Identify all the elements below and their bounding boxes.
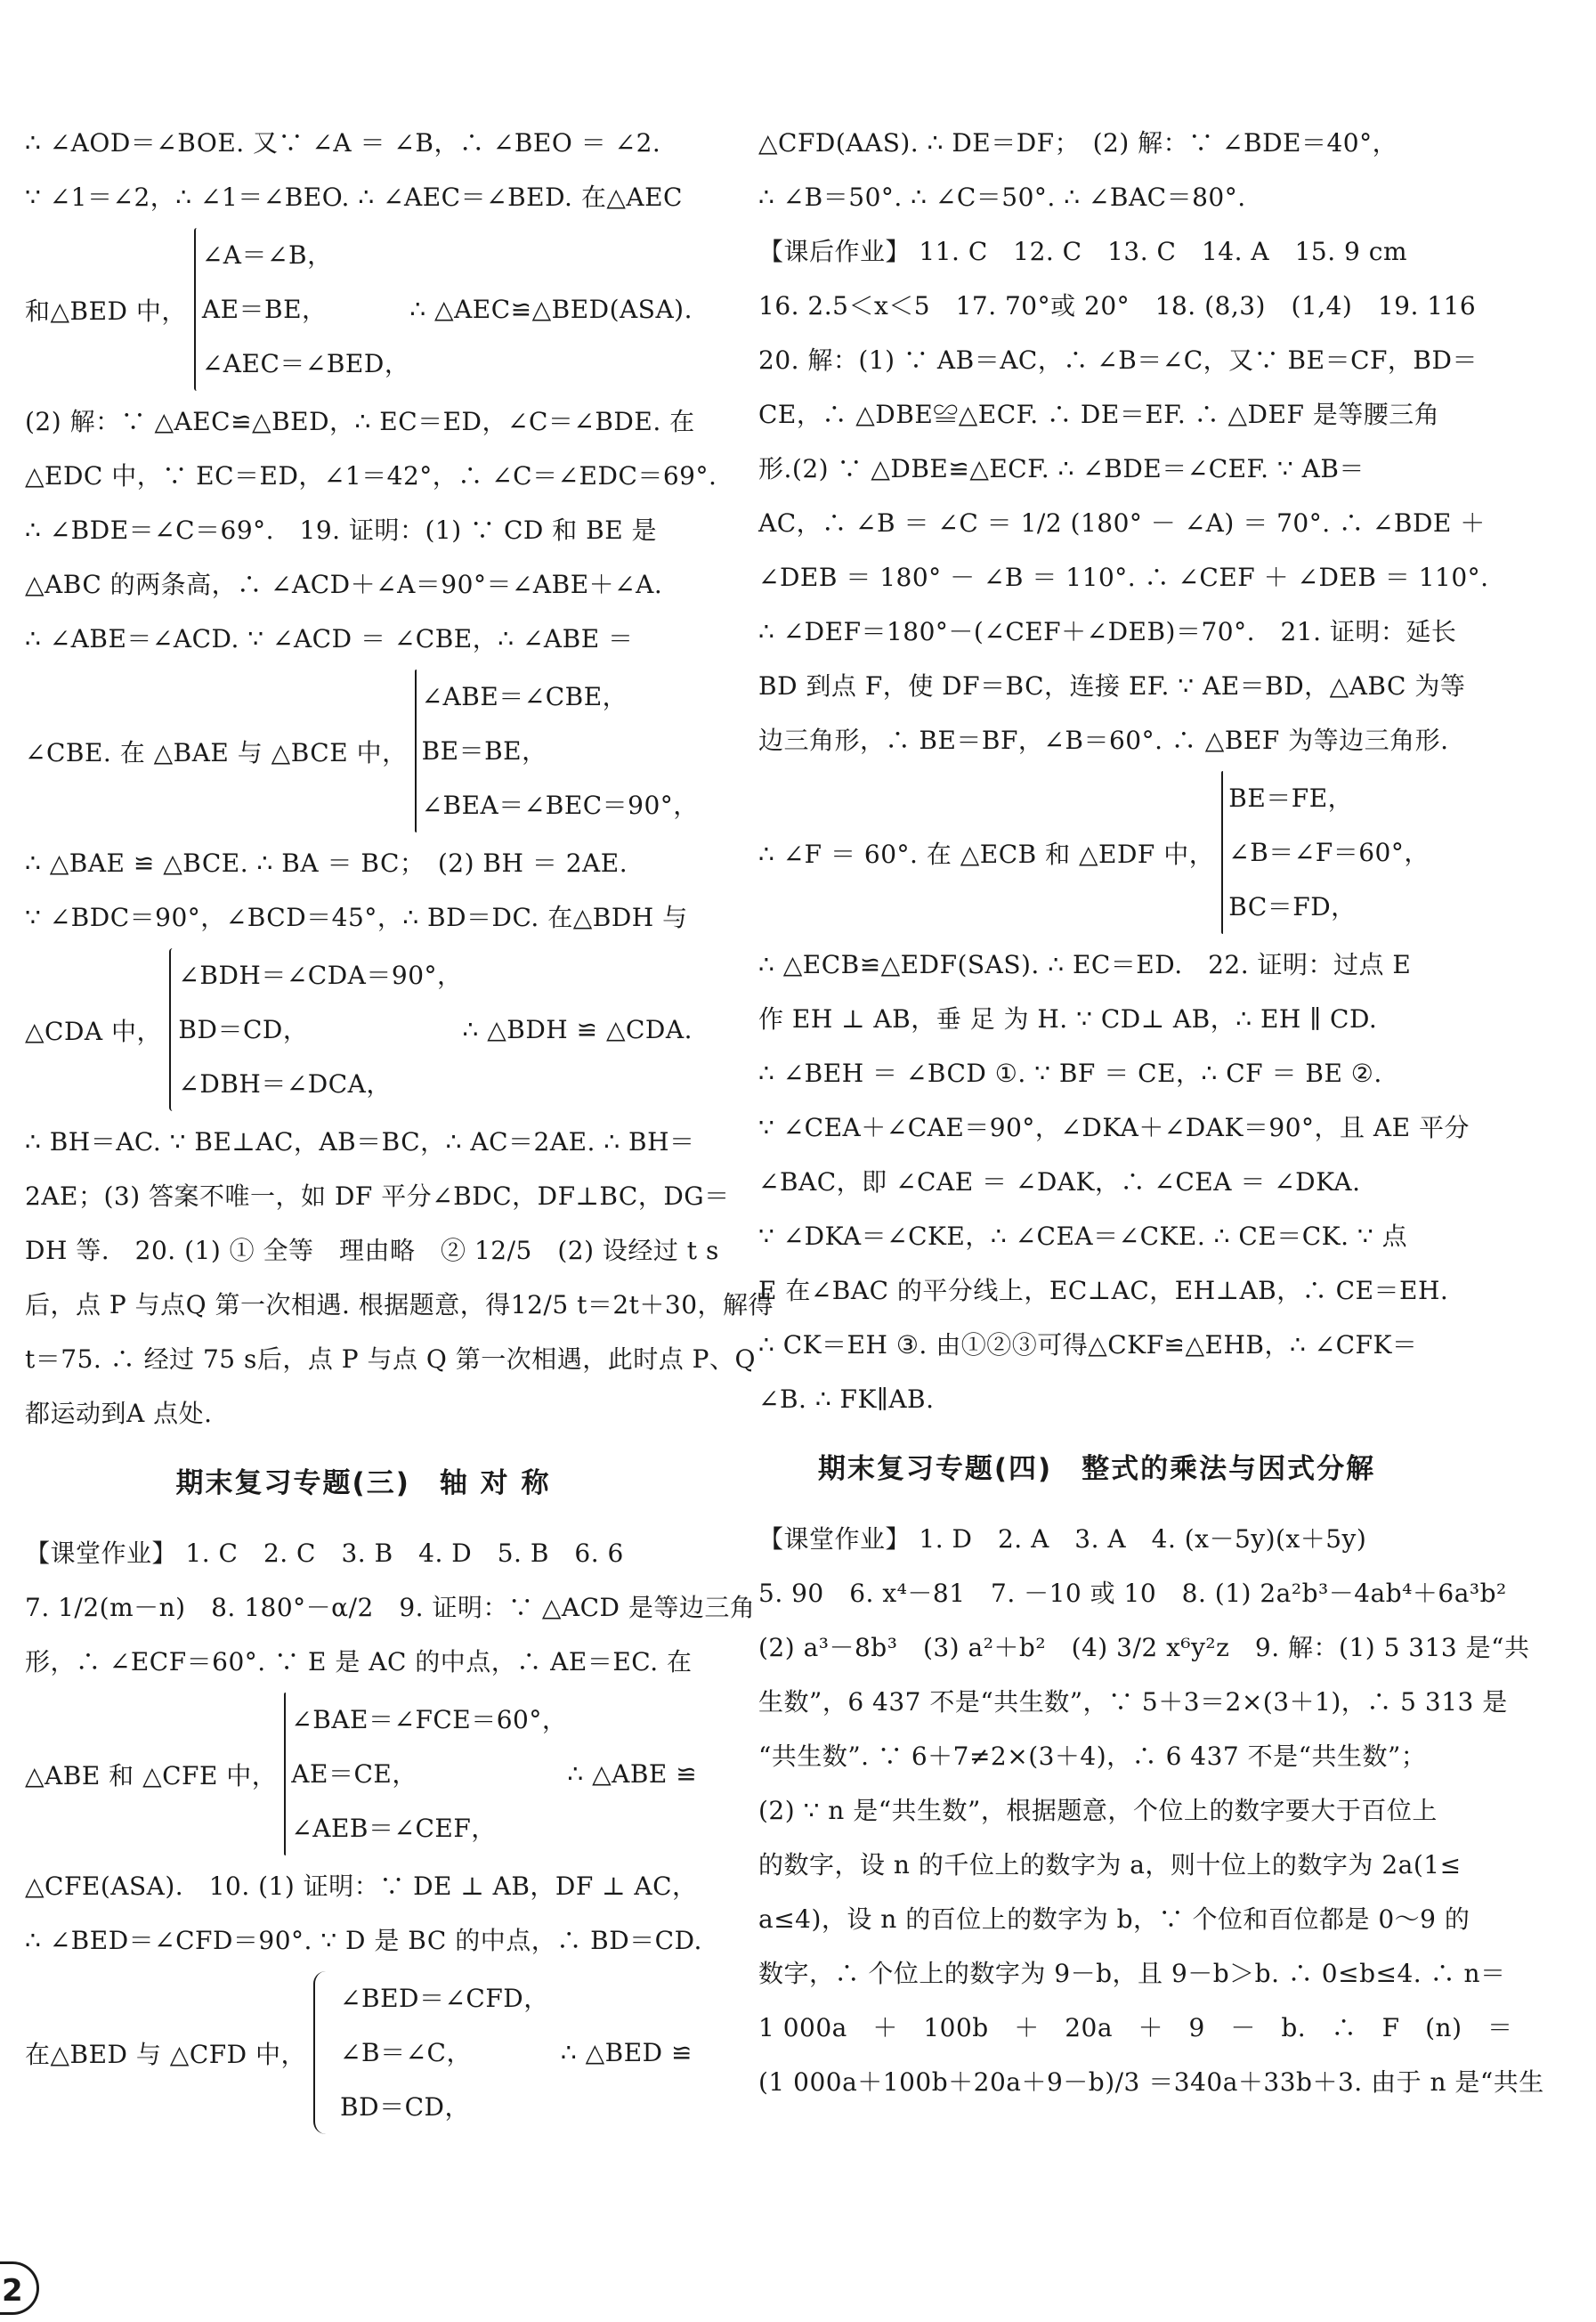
section-title: 期末复习专题(三) 轴 对 称 <box>175 1467 551 1499</box>
system-row: ∠B＝∠C， <box>340 2038 472 2067</box>
text-line: △EDC 中，∵ EC＝ED，∠1＝42°，∴ ∠C＝∠EDC＝69°. <box>25 461 717 491</box>
system-row: ∠AEC＝∠BED， <box>201 349 410 378</box>
system-row: AE＝CE， <box>291 1759 417 1789</box>
brace-icon <box>415 670 417 832</box>
text-line: a≤4)，设 n 的百位上的数字为 b，∵ 个位和百位都是 0～9 的 <box>758 1904 1470 1934</box>
text-line: 生数”，6 437 不是“共生数”，∵ 5＋3＝2×(3＋1)，∴ 5 313 是 <box>758 1687 1508 1717</box>
page-number: 2 <box>0 2261 39 2315</box>
text-line: △CFE(ASA). 10. (1) 证明：∵ DE ⊥ AB，DF ⊥ AC， <box>25 1871 698 1901</box>
text-line: 形.(2) ∵ △DBE≌△ECF. ∴ ∠BDE＝∠CEF. ∵ AB＝ <box>758 454 1365 483</box>
text-line: ∴ ∠BED＝∠CFD＝90°. ∵ D 是 BC 的中点，∴ BD＝CD. <box>25 1926 702 1955</box>
text-line: △CFD(AAS). ∴ DE＝DF； (2) 解：∵ ∠BDE＝40°， <box>758 128 1398 158</box>
right-block-2 <box>758 938 1470 1426</box>
text-line: ∵ ∠1＝∠2，∴ ∠1＝∠BEO. ∴ ∠AEC＝∠BED. 在△AEC <box>25 183 683 212</box>
text-line: 1 000a ＋ 100b ＋ 20a ＋ 9 － b. ∴ F (n) ＝ <box>758 2013 1513 2042</box>
text-line: 20. 解：(1) ∵ AB＝AC，∴ ∠B＝∠C，又∵ BE＝CF，BD＝ <box>758 345 1478 375</box>
text-line: ∠B. ∴ FK∥AB. <box>758 1384 935 1414</box>
system-lead: ∴ ∠F ＝ 60°. 在 △ECB 和 △EDF 中， <box>758 839 1215 869</box>
equation-system <box>25 1693 701 1855</box>
text-line: (1 000a＋100b＋20a＋9－b)/3 ＝340a＋33b＋3. 由于 n 是“共生 <box>758 2067 1544 2097</box>
system-row: ∠ABE＝∠CBE， <box>421 682 628 711</box>
left-column <box>25 116 774 2138</box>
system-row: ∠BAE＝∠FCE＝60°， <box>291 1705 568 1734</box>
text-line: 【课堂作业】 1. D 2. A 3. A 4. (x－5y)(x＋5y) <box>758 1524 1367 1554</box>
text-line: 【课后作业】 11. C 12. C 13. C 14. A 15. 9 cm <box>758 237 1407 266</box>
text-line: ∴ BH＝AC. ∵ BE⊥AC，AB＝BC，∴ AC＝2AE. ∴ BH＝ <box>25 1127 695 1157</box>
system-row: ∠BED＝∠CFD， <box>340 1984 549 2013</box>
system-lead: △ABE 和 △CFE 中， <box>25 1760 278 1790</box>
right-block-3 <box>758 1512 1544 2109</box>
text-line: BD 到点 F，使 DF＝BC，连接 EF. ∵ AE＝BD，△ABC 为等 <box>758 671 1466 701</box>
text-line: (2) ∵ n 是“共生数”，根据题意，个位上的数字要大于百位上 <box>758 1796 1438 1825</box>
system-conclusion: ∴ △BDH ≌ △CDA. <box>462 1015 693 1044</box>
system-conclusion: ∴ △ABE ≌ <box>567 1759 698 1789</box>
text-line: ∴ ∠ABE＝∠ACD. ∵ ∠ACD ＝ ∠CBE，∴ ∠ABE ＝ <box>25 624 634 654</box>
left-block-6 <box>25 1859 701 1968</box>
system-row: BE＝BE， <box>421 736 547 766</box>
system-lead: 在△BED 与 △CFD 中， <box>25 2039 307 2069</box>
text-line: 形，∴ ∠ECF＝60°. ∵ E 是 AC 的中点，∴ AE＝EC. 在 <box>25 1647 693 1677</box>
system-row: BE＝FE， <box>1228 783 1354 813</box>
text-line: ∵ ∠DKA＝∠CKE，∴ ∠CEA＝∠CKE. ∴ CE＝CK. ∵ 点 <box>758 1222 1408 1251</box>
brace-icon <box>194 228 197 391</box>
text-line: ∵ ∠BDC＝90°，∠BCD＝45°，∴ BD＝DC. 在△BDH 与 <box>25 903 688 932</box>
right-column <box>758 116 1544 2109</box>
system-lead: ∠CBE. 在 △BAE 与 △BCE 中， <box>25 737 408 767</box>
text-line: (2) a³－8b³ (3) a²＋b² (4) 3/2 x⁶y²z 9. 解：(1) 5 313 是“共 <box>758 1633 1530 1662</box>
text-line: “共生数”. ∵ 6＋7≠2×(3＋4)，∴ 6 437 不是“共生数”； <box>758 1742 1427 1771</box>
text-line: ∴ △BAE ≌ △BCE. ∴ BA ＝ BC； (2) BH ＝ 2AE. <box>25 848 628 878</box>
system-row: AE＝BE， <box>201 295 328 324</box>
text-line: ∴ ∠BDE＝∠C＝69°. 19. 证明：(1) ∵ CD 和 BE 是 <box>25 516 658 545</box>
left-block-3 <box>25 836 701 945</box>
text-line: 16. 2.5＜x＜5 17. 70°或 20° 18. (8,3) (1,4) 19. 116 <box>758 291 1477 321</box>
equation-system <box>25 1971 701 2134</box>
text-line: 2AE；(3) 答案不唯一，如 DF 平分∠BDC，DF⊥BC，DG＝ <box>25 1181 730 1211</box>
equation-system <box>758 771 1435 934</box>
text-line: ∵ ∠CEA＋∠CAE＝90°，∠DKA＋∠DAK＝90°，且 AE 平分 <box>758 1113 1470 1142</box>
system-conclusion: ∴ △BED ≌ <box>560 2038 693 2067</box>
brace-icon <box>284 1693 286 1855</box>
text-line: AC，∴ ∠B ＝ ∠C ＝ 1/2 (180° － ∠A) ＝ 70°. ∴ ∠BDE ＋ <box>758 508 1486 538</box>
brace-icon <box>169 948 173 1111</box>
equation-system <box>25 670 701 832</box>
text-line: ∴ ∠B＝50°. ∴ ∠C＝50°. ∴ ∠BAC＝80°. <box>758 183 1246 212</box>
text-line: 数字，∴ 个位上的数字为 9－b，且 9－b＞b. ∴ 0≤b≤4. ∴ n＝ <box>758 1959 1506 1988</box>
brace-icon <box>1221 771 1223 934</box>
system-row: BC＝FD， <box>1228 892 1357 921</box>
text-line: E 在∠BAC 的平分线上，EC⊥AC，EH⊥AB，∴ CE＝EH. <box>758 1276 1449 1305</box>
text-line: 7. 1/2(m－n) 8. 180°－α/2 9. 证明：∵ △ACD 是等边三角 <box>25 1593 756 1622</box>
system-row: ∠BDH＝∠CDA＝90°， <box>178 961 463 990</box>
left-block-5 <box>25 1526 756 1689</box>
text-line: 后，点 P 与点Q 第一次相遇. 根据题意，得12/5 t＝2t＋30，解得 <box>25 1290 774 1319</box>
system-lead: 和△BED 中， <box>25 296 187 326</box>
system-row: ∠BEA＝∠BEC＝90°， <box>421 791 699 820</box>
right-block-1 <box>758 116 1489 767</box>
text-line: 边三角形，∴ BE＝BF，∠B＝60°. ∴ △BEF 为等边三角形. <box>758 726 1449 755</box>
text-line: 【课堂作业】 1. C 2. C 3. B 4. D 5. B 6. 6 <box>25 1539 624 1568</box>
text-line: 的数字，设 n 的千位上的数字为 a，则十位上的数字为 2a(1≤ <box>758 1850 1462 1880</box>
text-line: ∠BAC，即 ∠CAE ＝ ∠DAK，∴ ∠CEA ＝ ∠DKA. <box>758 1167 1361 1197</box>
text-line: CE，∴ △DBE≌△ECF. ∴ DE＝EF. ∴ △DEF 是等腰三角 <box>758 400 1440 429</box>
text-line: 作 EH ⊥ AB，垂 足 为 H. ∵ CD⊥ AB，∴ EH ∥ CD. <box>758 1004 1378 1034</box>
text-line: t＝75. ∴ 经过 75 s后，点 P 与点 Q 第一次相遇，此时点 P、Q <box>25 1344 756 1374</box>
text-line: ∴ ∠DEF＝180°－(∠CEF＋∠DEB)＝70°. 21. 证明：延长 <box>758 617 1457 646</box>
text-line: ∴ ∠AOD＝∠BOE. 又∵ ∠A ＝ ∠B，∴ ∠BEO ＝ ∠2. <box>25 128 661 158</box>
system-row: ∠AEB＝∠CEF， <box>291 1814 497 1843</box>
text-line: 都运动到A 点处. <box>25 1399 213 1428</box>
text-line: ∴ CK＝EH ③. 由①②③可得△CKF≌△EHB，∴ ∠CFK＝ <box>758 1330 1418 1360</box>
system-conclusion: ∴ △AEC≌△BED(ASA). <box>409 295 693 324</box>
system-row: BD＝CD， <box>178 1015 309 1044</box>
system-row: ∠A＝∠B， <box>201 240 333 270</box>
text-line: ∴ △ECB≌△EDF(SAS). ∴ EC＝ED. 22. 证明：过点 E <box>758 950 1412 979</box>
text-line: 5. 90 6. x⁴－81 7. －10 或 10 8. (1) 2a²b³－4ab⁴＋6a³b² <box>758 1579 1507 1608</box>
system-row: ∠B＝∠F＝60°， <box>1228 838 1430 867</box>
column-divider <box>723 107 724 2226</box>
text-line: ∠DEB ＝ 180° － ∠B ＝ 110°. ∴ ∠CEF ＋ ∠DEB ＝ 110°. <box>758 563 1489 592</box>
system-row: BD＝CD， <box>340 2092 470 2122</box>
left-block-1 <box>25 116 701 224</box>
equation-system <box>25 228 701 391</box>
text-line: ∴ ∠BEH ＝ ∠BCD ①. ∵ BF ＝ CE，∴ CF ＝ BE ②. <box>758 1059 1382 1088</box>
text-line: DH 等. 20. (1) ① 全等 理由略 ② 12/5 (2) 设经过 t s <box>25 1236 719 1265</box>
section-title: 期末复习专题(四) 整式的乘法与因式分解 <box>817 1453 1376 1485</box>
text-line: (2) 解：∵ △AEC≌△BED，∴ EC＝ED，∠C＝∠BDE. 在 <box>25 407 695 436</box>
system-lead: △CDA 中， <box>25 1016 163 1046</box>
brace-icon <box>313 1971 335 2134</box>
left-block-4 <box>25 1115 774 1441</box>
equation-system <box>25 948 701 1111</box>
text-line: △ABC 的两条高，∴ ∠ACD＋∠A＝90°＝∠ABE＋∠A. <box>25 570 663 599</box>
left-block-2 <box>25 394 717 666</box>
system-row: ∠DBH＝∠DCA， <box>178 1069 392 1099</box>
